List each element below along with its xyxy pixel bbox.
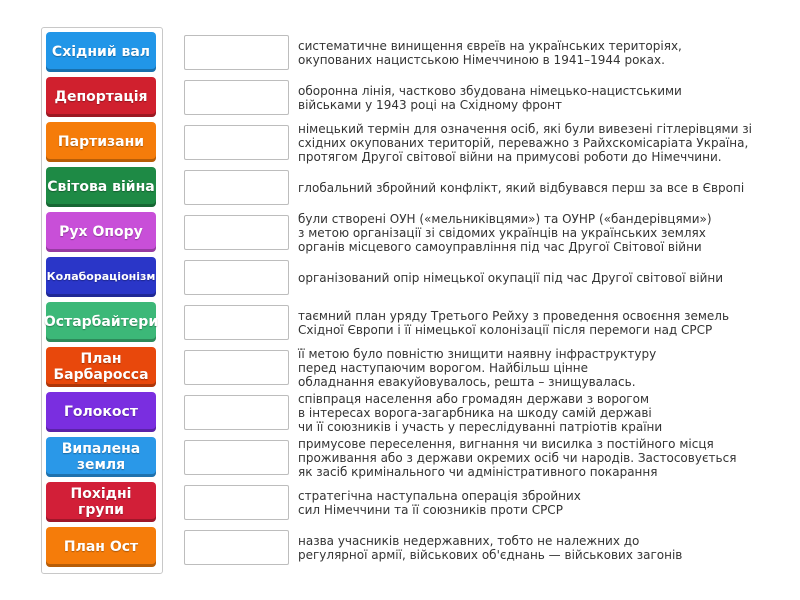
term-tile[interactable]: Випалена земля bbox=[46, 437, 156, 477]
definition-text: таємний план уряду Третього Рейху з проведення освоєння земель Східної Європи і її німецької колонізації після перемоги над СРСР bbox=[298, 308, 730, 337]
definition-text: оборонна лінія, частково збудована німецько-нацистськими військами у 1943 році на Східному фронт bbox=[298, 83, 682, 112]
definition-text: організований опір німецької окупації під час Другої світової війни bbox=[298, 270, 724, 285]
term-tile[interactable]: План Барбаросса bbox=[46, 347, 156, 387]
drop-slot[interactable] bbox=[184, 305, 289, 340]
term-tile[interactable]: Колабораціонізм bbox=[46, 257, 156, 297]
drop-slot[interactable] bbox=[184, 260, 289, 295]
term-tile[interactable]: План Ост bbox=[46, 527, 156, 567]
term-tile[interactable]: Депортація bbox=[46, 77, 156, 117]
definition-text: назва учасників недержавних, тобто не належних до регулярної армії, військових об'єднань — військових загонів bbox=[298, 533, 683, 562]
term-tile[interactable]: Похідні групи bbox=[46, 482, 156, 522]
term-tile[interactable]: Голокост bbox=[46, 392, 156, 432]
term-tile[interactable]: Світова війна bbox=[46, 167, 156, 207]
drop-slot[interactable] bbox=[184, 125, 289, 160]
definition-text: її метою було повністю знищити наявну інфраструктуру перед наступаючим ворогом. Найбільш цінне обладнання евакуйовувалось, решта – знищувалась. bbox=[298, 346, 657, 389]
drop-slot[interactable] bbox=[184, 440, 289, 475]
term-tile[interactable]: Рух Опору bbox=[46, 212, 156, 252]
definition-text: систематичне винищення євреїв на українських територіях, окупованих нацистською Німеччиною в 1941–1944 роках. bbox=[298, 38, 682, 67]
definition-text: глобальний збройний конфлікт, який відбувався перш за все в Європі bbox=[298, 180, 745, 195]
drop-slot[interactable] bbox=[184, 170, 289, 205]
definition-text: німецький термін для означення осіб, які були вивезені гітлерівцями зі східних окупованих територій, переважно з Райхскомісаріата Україна, протягом Другої світової війни на примусові роботи до Німеччини. bbox=[298, 121, 752, 164]
definition-text: були створені ОУН («мельниківцями») та ОУНР («бандерівцями») з метою організації зі свідомих українців на українських землях органів місцевого самоуправління під час Другої Світової війни bbox=[298, 211, 712, 254]
term-tile[interactable]: Остарбайтери bbox=[46, 302, 156, 342]
term-tile[interactable]: Партизани bbox=[46, 122, 156, 162]
definition-text: стратегічна наступальна операція збройних сил Німеччини та її союзників проти СРСР bbox=[298, 488, 581, 517]
drop-slot[interactable] bbox=[184, 395, 289, 430]
definition-text: примусове переселення, вигнання чи висилка з постійного місця проживання або з держави окремих осіб чи народів. Застосовується як засіб кримінального чи адміністративного покарання bbox=[298, 436, 737, 479]
term-tile[interactable]: Східний вал bbox=[46, 32, 156, 72]
drop-slot[interactable] bbox=[184, 215, 289, 250]
definition-text: співпраця населення або громадян держави з ворогом в інтересах ворога-загарбника на шкоду самій державі чи її союзників і участь у переслідуванні патріотів країни bbox=[298, 391, 663, 434]
drop-slot[interactable] bbox=[184, 35, 289, 70]
drop-slot[interactable] bbox=[184, 350, 289, 385]
drop-slot[interactable] bbox=[184, 80, 289, 115]
drop-slot[interactable] bbox=[184, 485, 289, 520]
drop-slot[interactable] bbox=[184, 530, 289, 565]
